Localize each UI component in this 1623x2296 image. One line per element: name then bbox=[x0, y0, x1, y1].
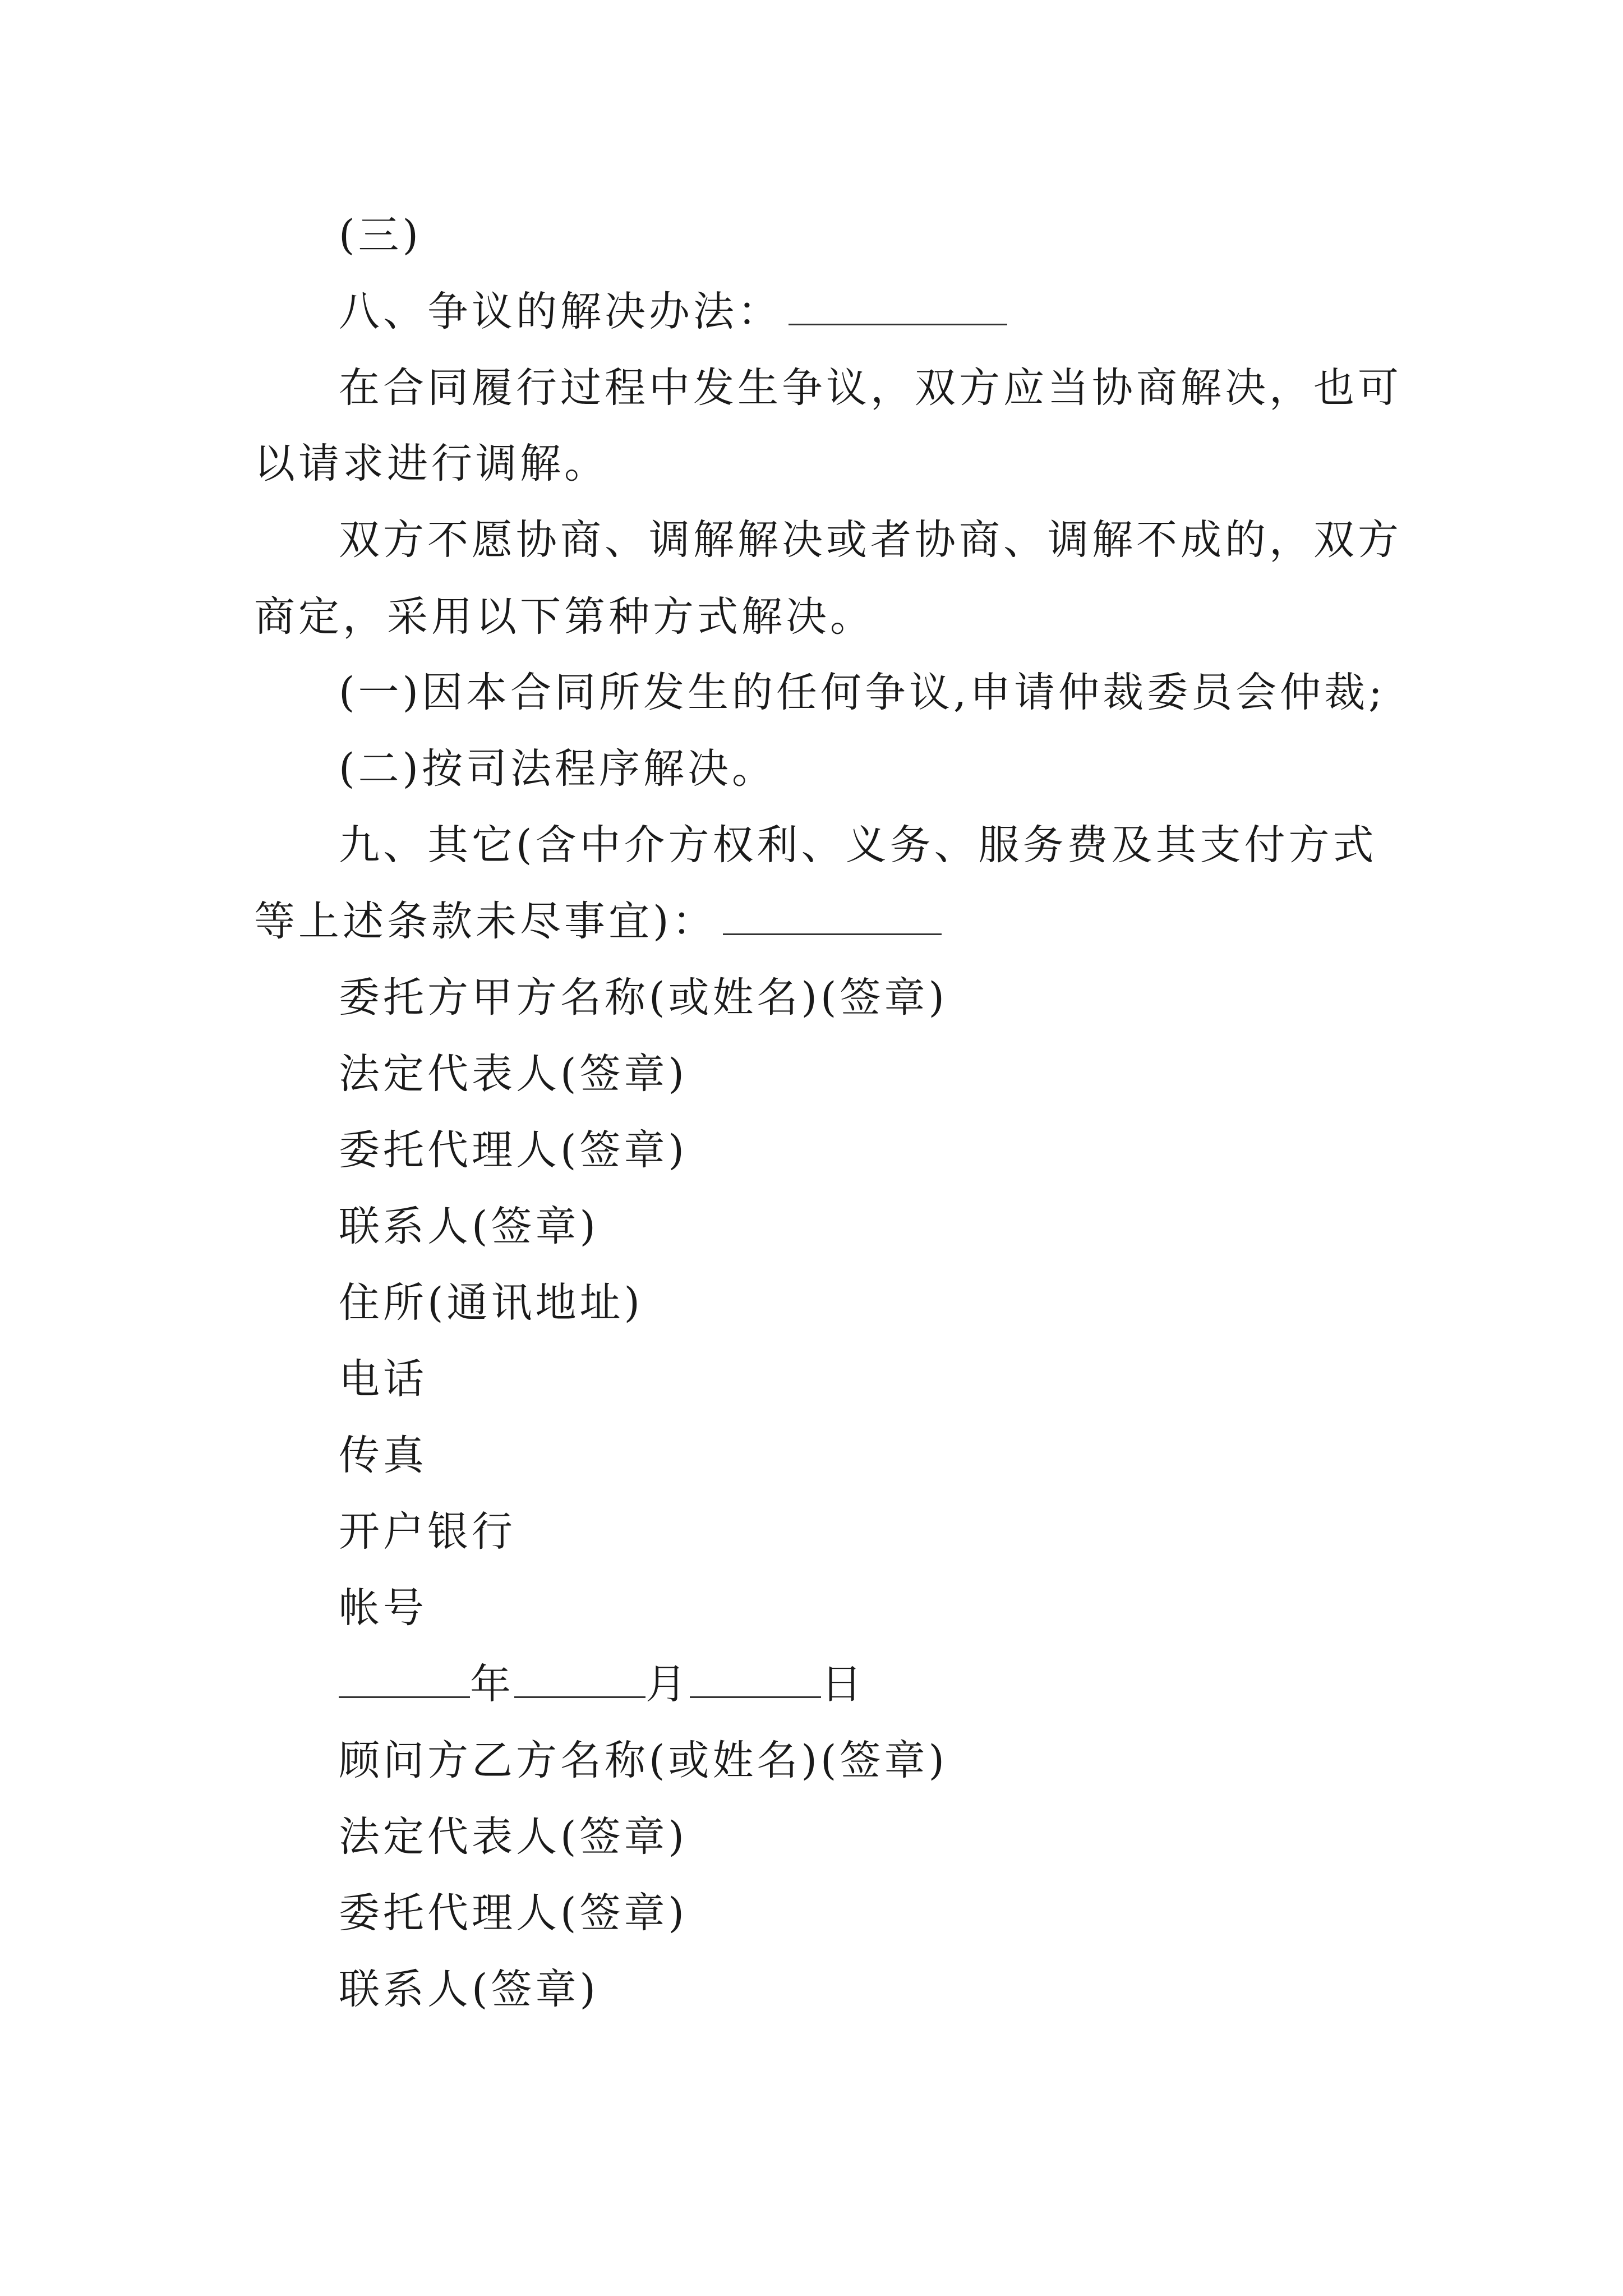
signature-field-label: 法定代表人(签章) bbox=[339, 1813, 688, 1861]
signature-field-label: 联系人(签章) bbox=[339, 1966, 599, 2013]
paragraph-line: 以请求进行调解。 bbox=[254, 440, 608, 487]
signature-field-label: 电话 bbox=[339, 1355, 427, 1403]
signature-field-label: 帐号 bbox=[339, 1584, 427, 1632]
month-blank[interactable] bbox=[514, 1663, 645, 1698]
year-blank[interactable] bbox=[339, 1663, 470, 1698]
paragraph-line: 商定，采用以下第种方式解决。 bbox=[254, 593, 874, 641]
list-item: (二)按司法程序解决。 bbox=[339, 745, 776, 793]
paragraph-line: 在合同履行过程中发生争议，双方应当协商解决，也可 bbox=[339, 364, 1402, 412]
paragraph-line: 双方不愿协商、调解解决或者协商、调解不成的，双方 bbox=[339, 516, 1402, 564]
day-blank[interactable] bbox=[690, 1663, 821, 1698]
signature-field-label: 委托代理人(签章) bbox=[339, 1126, 688, 1174]
blank-field-other[interactable] bbox=[723, 900, 942, 935]
section-item-3: (三) bbox=[339, 211, 422, 259]
signature-field-label: 联系人(签章) bbox=[339, 1203, 599, 1250]
signature-field-label: 住所(通讯地址) bbox=[339, 1279, 643, 1327]
list-item: (一)因本合同所发生的任何争议,申请仲裁委员会仲裁; bbox=[339, 669, 1386, 716]
signature-field-label: 开户银行 bbox=[339, 1508, 516, 1556]
blank-field-dispute[interactable] bbox=[789, 290, 1007, 325]
section-8-heading: 八、争议的解决办法： bbox=[339, 285, 1007, 339]
paragraph-line: 等上述条款未尽事宜)： bbox=[254, 895, 942, 949]
signature-field-label: 顾问方乙方名称(或姓名)(签章) bbox=[339, 1737, 948, 1784]
section-9-heading: 九、其它(含中介方权利、义务、服务费及其支付方式 bbox=[339, 821, 1377, 869]
signature-field-label: 委托代理人(签章) bbox=[339, 1889, 688, 1937]
signature-field-label: 法定代表人(签章) bbox=[339, 1050, 688, 1098]
signature-field-label: 委托方甲方名称(或姓名)(签章) bbox=[339, 974, 948, 1022]
signature-field-label: 传真 bbox=[339, 1432, 427, 1479]
date-line: 年 月 日 bbox=[339, 1658, 865, 1711]
